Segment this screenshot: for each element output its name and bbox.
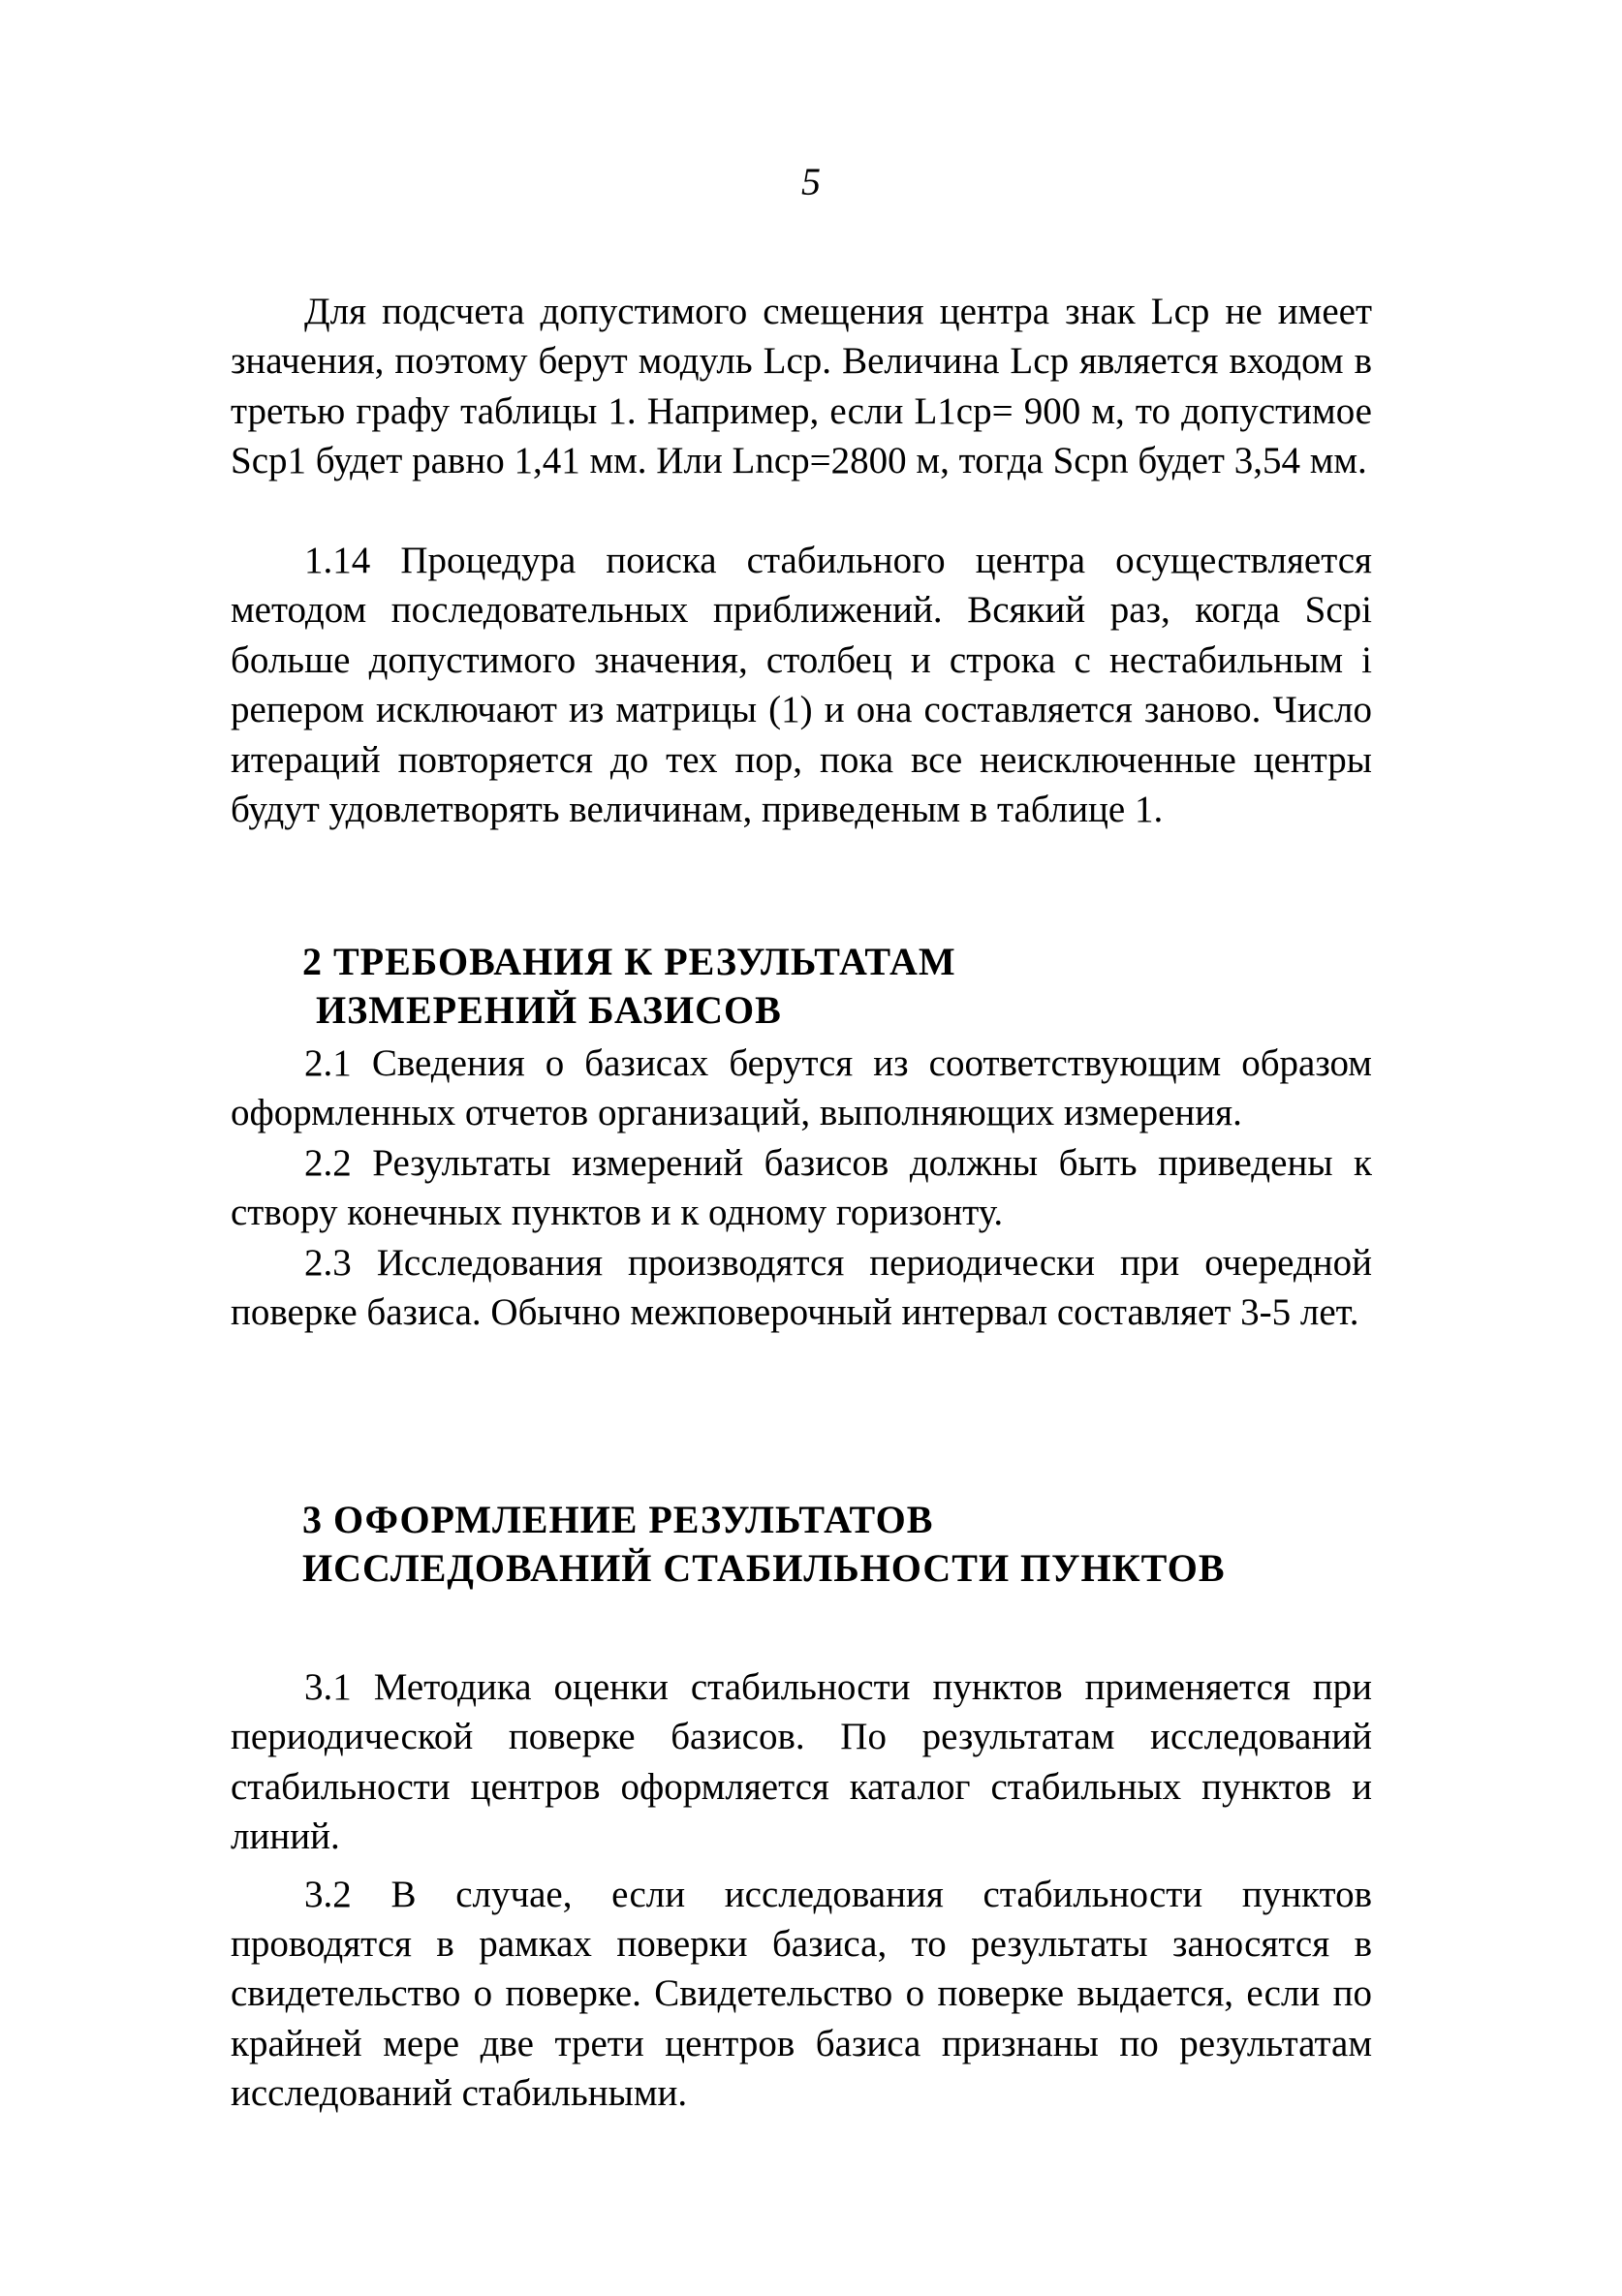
section-2-heading: [302, 938, 1407, 1035]
section-3-text-block: [231, 1662, 1372, 2119]
paragraph-3-1: 3.1 Методика оценки стабильности пунктов применяется при периодической поверке базисов. По результатам исследований стабильности центров оформляется каталог стабильных пунктов и линий.: [231, 1666, 1372, 1858]
page-number: 5: [801, 160, 821, 203]
section-3-heading-line-1: 3 ОФОРМЛЕНИЕ РЕЗУЛЬТАТОВ: [302, 1498, 934, 1541]
section-3-heading: [302, 1496, 1407, 1593]
paragraph-3-2: 3.2 В случае, если исследования стабильности пунктов проводятся в рамках поверки базиса, то результаты заносятся в свидетельство о поверке. Свидетельство о поверке выдается, если по крайней мере две трети центров базиса признаны по результатам исследований стабильными.: [231, 1873, 1372, 2115]
section-2-heading-line-2: ИЗМЕРЕНИЙ БАЗИСОВ: [316, 988, 782, 1032]
section-3-heading-line-2: ИССЛЕДОВАНИЙ СТАБИЛЬНОСТИ ПУНКТОВ: [302, 1546, 1226, 1590]
paragraph-2-2: 2.2 Результаты измерений базисов должны быть приведены к створу конечных пунктов и к одному горизонту.: [231, 1141, 1372, 1234]
paragraph-shift-intro: Для подсчета допустимого смещения центра знак Lср не имеет значения, поэтому берут модуль Lср. Величина Lср является входом в третью графу таблицы 1. Например, если L1ср= 900 м, то допустимое Sср1 будет равно 1,41 мм. Или Lnср=2800 м, тогда Sсрn будет 3,54 мм.: [231, 291, 1372, 482]
paragraph-1-14: 1.14 Процедура поиска стабильного центра осуществляется методом последовательных приближений. Всякий раз, когда Sсрi больше допустимого значения, столбец и строка с нестабильным i репером исключают из матрицы (1) и она составляется заново. Число итераций повторяется до тех пор, пока все неисключенные центры будут удовлетворять величинам, приведеным в таблице 1.: [231, 540, 1372, 831]
intro-text-block: [231, 287, 1372, 486]
paragraph-2-1: 2.1 Сведения о базисах берутся из соответствующим образом оформленных отчетов организаций, выполняющих измерения.: [231, 1042, 1372, 1134]
paragraph-2-3: 2.3 Исследования производятся периодически при очередной поверке базиса. Обычно межповерочный интервал составляет 3-5 лет.: [231, 1241, 1372, 1334]
section-1-14-block: [231, 536, 1372, 834]
section-2-text-block: [231, 1039, 1372, 1337]
section-2-heading-line-1: 2 ТРЕБОВАНИЯ К РЕЗУЛЬТАТАМ: [302, 940, 956, 983]
